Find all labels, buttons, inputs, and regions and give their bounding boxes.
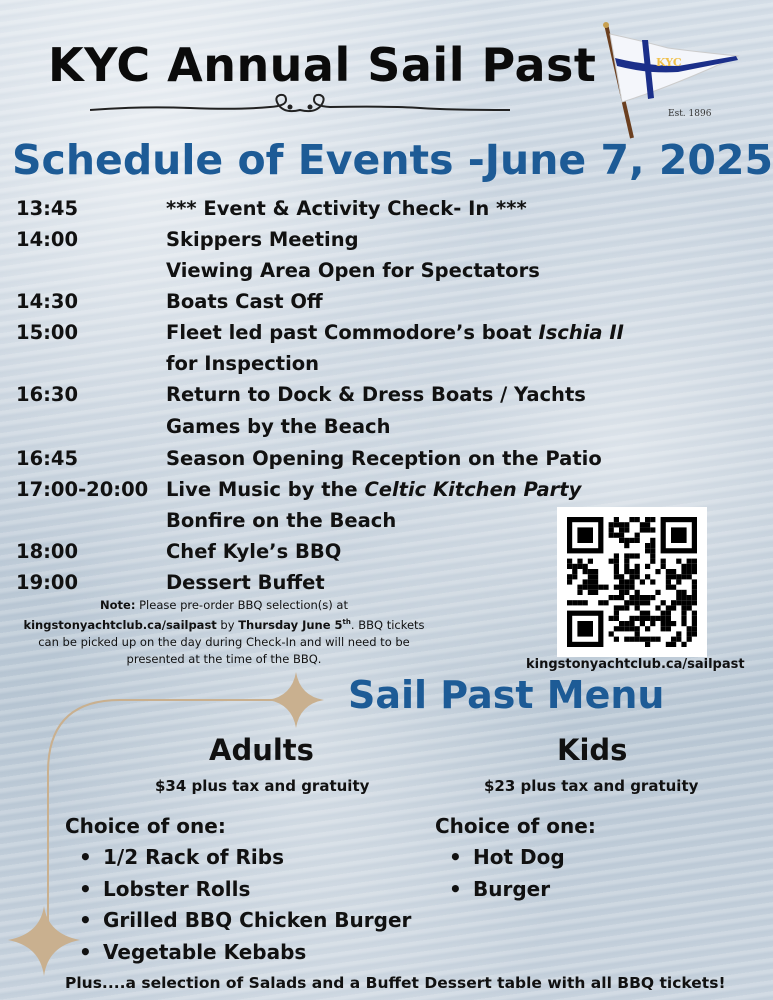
schedule-time: 16:45 [16, 447, 79, 470]
schedule-event: Bonfire on the Beach [166, 509, 397, 532]
menu-item: • Hot Dog [435, 842, 565, 874]
schedule-time: 13:45 [16, 197, 79, 220]
menu-item: • Burger [435, 874, 565, 906]
schedule-event: Season Opening Reception on the Patio [166, 447, 602, 470]
schedule-event [166, 478, 581, 501]
schedule-time: 16:30 [16, 383, 79, 406]
menu-title: Sail Past Menu [348, 673, 665, 717]
schedule-event-text: Fleet led past Commodore’s boat [166, 321, 539, 344]
menu-item: • Vegetable Kebabs [65, 937, 411, 969]
note-label: Note: [100, 598, 136, 612]
note-url: kingstonyachtclub.ca/sailpast [23, 617, 217, 632]
schedule-event-text: Live Music by the [166, 478, 365, 501]
schedule-event-emphasis: Ischia II [538, 321, 624, 344]
page-title: KYC Annual Sail Past [48, 38, 597, 92]
adults-choice-label: Choice of one: [65, 814, 226, 838]
schedule-event: for Inspection [166, 352, 320, 375]
note-text-2: by [216, 617, 239, 632]
note-text-1: Please pre-order BBQ selection(s) at [135, 598, 348, 612]
qr-code[interactable] [557, 507, 707, 657]
schedule-time: 14:00 [16, 228, 79, 251]
schedule-time: 14:30 [16, 290, 79, 313]
kids-choice-label: Choice of one: [435, 814, 596, 838]
schedule-time: 17:00-20:00 [16, 478, 149, 501]
yacht-club-burgee-logo [598, 22, 748, 142]
schedule-event: Viewing Area Open for Spectators [166, 259, 540, 282]
menu-item: • 1/2 Rack of Ribs [65, 842, 411, 874]
kids-price: $23 plus tax and gratuity [484, 777, 699, 795]
schedule-time: 19:00 [16, 571, 79, 594]
schedule-time: 15:00 [16, 321, 79, 344]
preorder-note [14, 597, 434, 668]
kids-menu-list [435, 842, 565, 905]
adults-menu-list [65, 842, 411, 968]
schedule-event [166, 321, 624, 344]
schedule-event: Boats Cast Off [166, 290, 323, 313]
qr-url-label: kingstonyachtclub.ca/sailpast [526, 657, 745, 672]
qr-code-pattern [557, 507, 707, 657]
menu-footer-note: Plus....a selection of Salads and a Buffet Dessert table with all BBQ tickets! [65, 974, 726, 992]
note-deadline: Thursday June 5th [238, 617, 351, 632]
schedule-event: *** Event & Activity Check- In *** [166, 197, 527, 220]
established-label: Est. 1896 [668, 109, 712, 119]
decorative-swirl-divider [90, 92, 510, 122]
schedule-event: Skippers Meeting [166, 228, 359, 251]
schedule-time: 18:00 [16, 540, 79, 563]
schedule-event-emphasis: Celtic Kitchen Party [364, 478, 582, 501]
schedule-event: Games by the Beach [166, 415, 391, 438]
svg-text:KYC: KYC [656, 56, 682, 69]
kids-heading: Kids [557, 733, 628, 767]
schedule-event: Dessert Buffet [166, 571, 325, 594]
schedule-event: Return to Dock & Dress Boats / Yachts [166, 383, 586, 406]
menu-item: • Lobster Rolls [65, 874, 411, 906]
schedule-title: Schedule of Events -June 7, 2025 [12, 136, 773, 184]
schedule-event: Chef Kyle’s BBQ [166, 540, 342, 563]
menu-item: • Grilled BBQ Chicken Burger [65, 905, 411, 937]
adults-heading: Adults [209, 733, 314, 767]
note-text-3: . BBQ tickets can be picked up on the day during Check-In and will need to be presented at the time of the BBQ. [38, 617, 425, 666]
adults-price: $34 plus tax and gratuity [155, 777, 370, 795]
